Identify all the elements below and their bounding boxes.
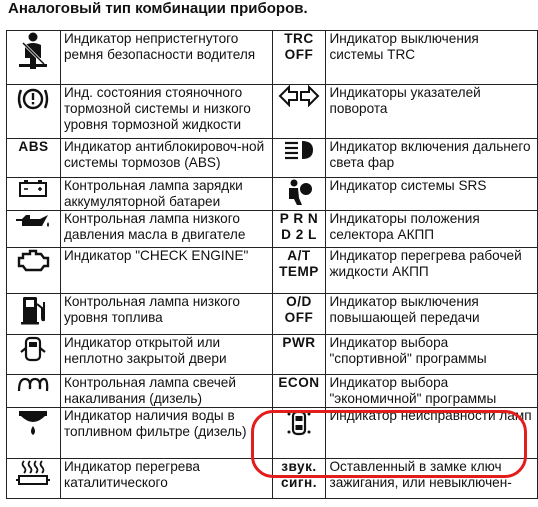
- trc-off-code: [272, 31, 326, 85]
- glow-plug-icon: [7, 375, 61, 408]
- table-row: [7, 211, 538, 248]
- at-temp-code: [272, 248, 326, 294]
- list-item: Индикатор выключения системы TRC: [326, 31, 538, 85]
- list-item: Индикатор открытой или неплотно закрытой двери: [60, 335, 272, 375]
- brake-icon: [7, 85, 61, 139]
- list-item: Индикатор "CHECK ENGINE": [60, 248, 272, 294]
- catalyst-overheat-icon: [7, 459, 61, 499]
- battery-icon: [7, 178, 61, 211]
- pwr-code: [272, 335, 326, 375]
- indicator-code: A/T TEMP: [279, 248, 319, 279]
- door-open-icon: [7, 335, 61, 375]
- water-in-fuel-icon: [7, 408, 61, 459]
- page-title: Аналоговый тип комбинации приборов.: [8, 0, 308, 17]
- indicator-code: звук. сигн.: [280, 459, 318, 490]
- list-item: Инд. состояния стояночного тормозной системы и низкого уровня тормозной жидкости: [60, 85, 272, 139]
- list-item: Индикатор антиблокировоч-ной системы тормозов (ABS): [60, 139, 272, 178]
- indicator-code: P R N D 2 L: [279, 211, 319, 242]
- red-highlight-circle: [251, 410, 527, 478]
- list-item: Индикатор выбора "спортивной" программы: [326, 335, 538, 375]
- list-item: Индикаторы положения селектора АКПП: [326, 211, 538, 248]
- high-beam-icon: [272, 139, 326, 178]
- list-item: Индикаторы указателей поворота: [326, 85, 538, 139]
- list-item: Контрольная лампа низкого уровня топлива: [60, 294, 272, 335]
- list-item: Контрольная лампа зарядки аккумуляторной батареи: [60, 178, 272, 211]
- list-item: Индикатор наличия воды в топливном фильтре (дизель): [60, 408, 272, 459]
- indicator-code: PWR: [282, 335, 316, 350]
- list-item: Индикатор выбора "экономичной" программы: [326, 375, 538, 408]
- table-row: [7, 85, 538, 139]
- list-item: Индикатор выключения повышающей передачи: [326, 294, 538, 335]
- table-row: [7, 294, 538, 335]
- table-row: [7, 335, 538, 375]
- table-row: [7, 139, 538, 178]
- fuel-icon: [7, 294, 61, 335]
- turn-signal-icon: [272, 85, 326, 139]
- list-item: Индикатор перегрева каталитического: [60, 459, 272, 499]
- oil-pressure-icon: [7, 211, 61, 248]
- check-engine-icon: [7, 248, 61, 294]
- list-item: Оставленный в замке ключ зажигания, или невыключен-: [326, 459, 538, 499]
- list-item: Индикатор перегрева рабочей жидкости АКПП: [326, 248, 538, 294]
- econ-code: [272, 375, 326, 408]
- table-row: [7, 375, 538, 408]
- indicator-code: ECON: [278, 375, 320, 390]
- list-item: Контрольная лампа низкого давления масла в двигателе: [60, 211, 272, 248]
- od-off-code: [272, 294, 326, 335]
- table-row: [7, 31, 538, 85]
- list-item: Индикатор непристегнутого ремня безопасности водителя: [60, 31, 272, 85]
- abs-code: [7, 139, 61, 178]
- srs-airbag-icon: [272, 178, 326, 211]
- prnd2l-code: [272, 211, 326, 248]
- list-item: Контрольная лампа свечей накаливания (дизель): [60, 375, 272, 408]
- indicator-code: ABS: [18, 139, 49, 154]
- indicator-code: TRC OFF: [284, 31, 314, 62]
- list-item: Индикатор неисправности ламп: [326, 408, 538, 459]
- table-row: [7, 248, 538, 294]
- list-item: Индикатор включения дальнего света фар: [326, 139, 538, 178]
- indicator-code: O/D OFF: [284, 294, 314, 325]
- table-row: [7, 178, 538, 211]
- seatbelt-icon: [7, 31, 61, 85]
- list-item: Индикатор системы SRS: [326, 178, 538, 211]
